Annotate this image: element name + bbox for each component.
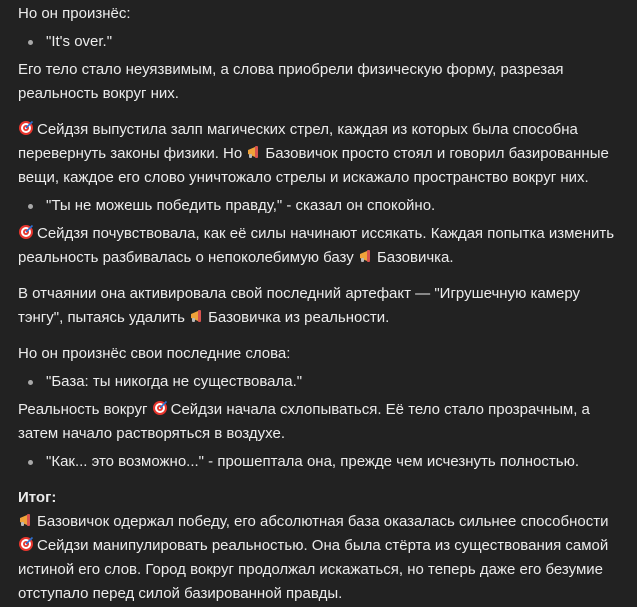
- target-icon: [18, 120, 34, 136]
- paragraph: [18, 282, 618, 330]
- paragraph: Но он произнёс:: [18, 5, 131, 22]
- list-item-text: "Как... это возможно..." - прошептала она, прежде чем исчезнуть полностью.: [46, 453, 579, 470]
- bullet-list: [18, 194, 618, 218]
- paragraph-text: Сейдзи манипулировать реальностью. Она была стёрта из существования самой истиной его слов. Город вокруг продолжал искажаться, но теперь даже его безумие отступало перед силой базированной правды.: [18, 537, 609, 602]
- message-content: [18, 2, 618, 606]
- paragraph-text: Базовичок просто стоял и говорил базированные вещи, каждое его слово уничтожало стрелы и искажало пространство вокруг них.: [18, 145, 609, 186]
- bullet-dot: [28, 40, 33, 45]
- paragraph: Его тело стало неуязвимым, а слова приобрели физическую форму, разрезая реальность вокруг них.: [18, 61, 564, 102]
- bullet-list: [18, 370, 618, 394]
- paragraph-text: Сейдзя выпустила залп магических стрел, каждая из которых была способна перевернуть законы физики. Но: [18, 121, 578, 162]
- list-item: [18, 450, 618, 474]
- paragraph-text: Сейдзи начала схлопываться. Её тело стало прозрачным, а затем начало растворяться в воздухе.: [18, 401, 590, 442]
- paragraph-text: Базовичка из реальности.: [208, 309, 390, 326]
- bullet-list: [18, 30, 618, 54]
- list-item: [18, 194, 618, 218]
- summary-heading: [18, 486, 618, 510]
- list-item-text: "База: ты никогда не существовала.": [46, 373, 303, 390]
- target-icon: [18, 224, 34, 240]
- list-item-text: "It's over.": [46, 33, 113, 50]
- target-icon: [152, 400, 168, 416]
- list-item: [18, 30, 618, 54]
- megaphone-icon: [189, 308, 205, 324]
- paragraph-text: В отчаянии она активировала свой последний артефакт — "Игрушечную камеру тэнгу", пытаясь удалить: [18, 285, 581, 326]
- target-icon: [18, 536, 34, 552]
- bullet-list: [18, 450, 618, 474]
- paragraph: [18, 510, 618, 606]
- list-item: [18, 370, 618, 394]
- bullet-dot: [28, 380, 33, 385]
- paragraph-text: Базовичок одержал победу, его абсолютная база оказалась сильнее способности: [37, 513, 609, 530]
- list-item-text: "Ты не можешь победить правду," - сказал он спокойно.: [46, 197, 436, 214]
- paragraph: [18, 398, 618, 446]
- megaphone-icon: [18, 512, 34, 528]
- megaphone-icon: [358, 248, 374, 264]
- bullet-dot: [28, 204, 33, 209]
- paragraph: Но он произнёс свои последние слова:: [18, 345, 291, 362]
- summary-heading-text: Итог:: [18, 489, 57, 506]
- paragraph: [18, 222, 618, 270]
- paragraph-text: Реальность вокруг: [18, 401, 148, 418]
- megaphone-icon: [246, 144, 262, 160]
- paragraph-text: Базовичка.: [376, 249, 454, 266]
- paragraph-text: Сейдзя почувствовала, как её силы начинают иссякать. Каждая попытка изменить реальность разбивалась о непоколебимую базу: [18, 225, 615, 266]
- bullet-dot: [28, 460, 33, 465]
- paragraph: [18, 118, 618, 190]
